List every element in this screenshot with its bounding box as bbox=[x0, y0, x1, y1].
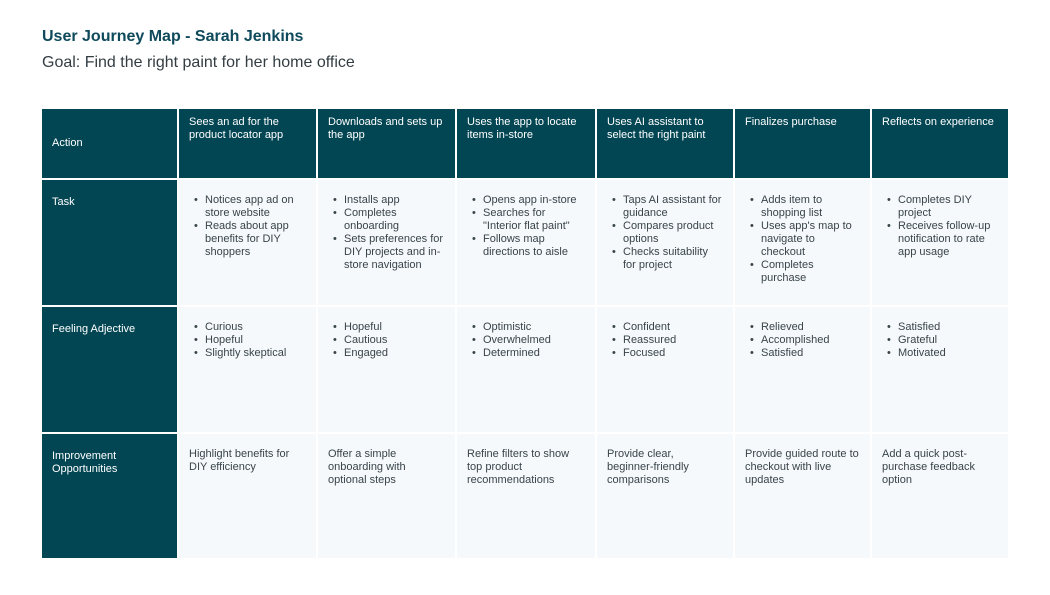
task-item: • Adds item to shopping list bbox=[761, 194, 860, 220]
stage-action: Reflects on experience bbox=[872, 109, 1008, 178]
task-list bbox=[882, 194, 998, 259]
feeling-list bbox=[882, 321, 998, 360]
row-label-improvement: Improvement Opportunities bbox=[42, 434, 177, 558]
task-cell bbox=[597, 180, 733, 305]
feeling-item: • Optimistic bbox=[483, 321, 585, 334]
feeling-item: • Engaged bbox=[344, 347, 445, 360]
feeling-item: • Satisfied bbox=[761, 347, 860, 360]
task-item: • Completes purchase bbox=[761, 259, 860, 285]
feeling-list bbox=[189, 321, 306, 360]
feeling-list bbox=[745, 321, 860, 360]
feeling-cell bbox=[457, 307, 595, 432]
task-item: • Taps AI assistant for guidance bbox=[623, 194, 723, 220]
task-item: • Reads about app benefits for DIY shoppers bbox=[205, 220, 306, 259]
task-item: • Completes DIY project bbox=[898, 194, 998, 220]
improvement-cell: Add a quick post-purchase feedback option bbox=[872, 434, 1008, 558]
task-cell bbox=[179, 180, 316, 305]
stage-action: Uses the app to locate items in-store bbox=[457, 109, 595, 178]
feeling-cell bbox=[318, 307, 455, 432]
journey-map-grid bbox=[42, 109, 1008, 562]
task-cell bbox=[872, 180, 1008, 305]
feeling-item: • Satisfied bbox=[898, 321, 998, 334]
task-item: • Completes onboarding bbox=[344, 207, 445, 233]
feeling-item: • Determined bbox=[483, 347, 585, 360]
stage-action: Sees an ad for the product locator app bbox=[179, 109, 316, 178]
task-item: • Installs app bbox=[344, 194, 445, 207]
feeling-list bbox=[328, 321, 445, 360]
feeling-item: • Accomplished bbox=[761, 334, 860, 347]
task-item: • Searches for "Interior flat paint" bbox=[483, 207, 585, 233]
feeling-cell bbox=[179, 307, 316, 432]
task-cell bbox=[735, 180, 870, 305]
feeling-list bbox=[467, 321, 585, 360]
task-item: • Uses app's map to navigate to checkout bbox=[761, 220, 860, 259]
task-item: • Opens app in-store bbox=[483, 194, 585, 207]
task-cell bbox=[457, 180, 595, 305]
row-label-action: Action bbox=[42, 109, 177, 178]
feeling-item: • Slightly skeptical bbox=[205, 347, 306, 360]
task-list bbox=[189, 194, 306, 259]
feeling-item: • Reassured bbox=[623, 334, 723, 347]
task-item: • Notices app ad on store website bbox=[205, 194, 306, 220]
feeling-item: • Overwhelmed bbox=[483, 334, 585, 347]
improvement-cell: Provide clear, beginner-friendly comparisons bbox=[597, 434, 733, 558]
task-item: • Follows map directions to aisle bbox=[483, 233, 585, 259]
task-item: • Sets preferences for DIY projects and in-store navigation bbox=[344, 233, 445, 272]
page-title: User Journey Map - Sarah Jenkins bbox=[42, 28, 304, 45]
feeling-cell bbox=[597, 307, 733, 432]
stage-action: Uses AI assistant to select the right paint bbox=[597, 109, 733, 178]
row-label-feeling: Feeling Adjective bbox=[42, 307, 177, 432]
stage-action: Finalizes purchase bbox=[735, 109, 870, 178]
row-label-task: Task bbox=[42, 180, 177, 305]
improvement-cell: Provide guided route to checkout with live updates bbox=[735, 434, 870, 558]
stage-action: Downloads and sets up the app bbox=[318, 109, 455, 178]
feeling-cell bbox=[872, 307, 1008, 432]
task-list bbox=[467, 194, 585, 259]
feeling-item: • Cautious bbox=[344, 334, 445, 347]
goal-subtitle: Goal: Find the right paint for her home office bbox=[42, 54, 355, 71]
task-item: • Compares product options bbox=[623, 220, 723, 246]
feeling-item: • Motivated bbox=[898, 347, 998, 360]
task-list bbox=[745, 194, 860, 285]
feeling-item: • Confident bbox=[623, 321, 723, 334]
improvement-cell: Offer a simple onboarding with optional steps bbox=[318, 434, 455, 558]
improvement-cell: Highlight benefits for DIY efficiency bbox=[179, 434, 316, 558]
improvement-cell: Refine filters to show top product recommendations bbox=[457, 434, 595, 558]
task-cell bbox=[318, 180, 455, 305]
feeling-list bbox=[607, 321, 723, 360]
feeling-item: • Hopeful bbox=[344, 321, 445, 334]
feeling-item: • Focused bbox=[623, 347, 723, 360]
feeling-item: • Grateful bbox=[898, 334, 998, 347]
task-list bbox=[328, 194, 445, 272]
task-item: • Checks suitability for project bbox=[623, 246, 723, 272]
feeling-cell bbox=[735, 307, 870, 432]
feeling-item: • Hopeful bbox=[205, 334, 306, 347]
task-list bbox=[607, 194, 723, 272]
task-item: • Receives follow-up notification to rate app usage bbox=[898, 220, 998, 259]
feeling-item: • Relieved bbox=[761, 321, 860, 334]
feeling-item: • Curious bbox=[205, 321, 306, 334]
